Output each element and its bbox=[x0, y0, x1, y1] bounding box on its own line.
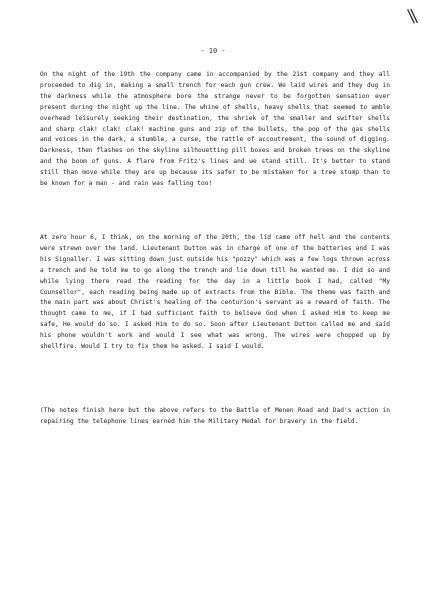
paragraph-zero-hour: At zero hour 6, I think, on the morning of the 20th, the lid came off hell and the contents were strewn over the land. Lieutenant Dutton was in charge of one of the batteries and I was his Signaller. I was sitting down just outside his "pozzy" which was a few logs thrown across a trench and he told me to go along the trench and lie down till he wanted me. I did so and while lying there read the reading for the day in a little book I had, called "My Counsellor", each reading being made up of extracts from the Bible. The theme was faith and the main part was about Christ's healing of the centurion's servant as a reward of faith. The thought came to me, if I had sufficient faith to believe God when I asked Him to keep me safe, He would do so. I asked Him to do so. Soon after Lieutenant Dutton called me and said his phone wouldn't work and would I see what was wrong. The wires were chopped up by shellfire. Would I try to fix them he asked. I said I would. bbox=[40, 234, 390, 351]
page-number: - 10 - bbox=[200, 47, 226, 55]
handwritten-mark: \\ bbox=[406, 5, 416, 28]
paragraph-editor-note: (The notes finish here but the above refers to the Battle of Menen Road and Dad's action in repairing the telephone lines earned him the Military Medal for bravery in the field. bbox=[40, 407, 390, 425]
paragraph-night-19th: On the night of the 19th the company came in accompanied by the 21st company and they all proceeded to dig in, making a small trench for each gun crew. We laid wires and they dug in the darkness while the atmosphere bore the strange never to be forgotten sensation ever present during the night up the line. The whine of shells, heavy shells that seemed to amble overhead leisurely seeking their destination, the shriek of the smaller and swifter shells and sharp clak! clak! clak! machine guns and zip of the bullets, the pop of the gas shells and voices in the dark, a stumble, a curse, the rattle of accoutrement, the sound of digging. Darkness, then flashes on the skyline silhouetting pill boxes and broken trees on the skyline and the boom of guns. A flare from Fritz's lines and we stand still. It's better to stand still than move while they are up because its safer to be mistaken for a tree stump than to be known for a man - and rain was falling too! bbox=[40, 71, 390, 188]
